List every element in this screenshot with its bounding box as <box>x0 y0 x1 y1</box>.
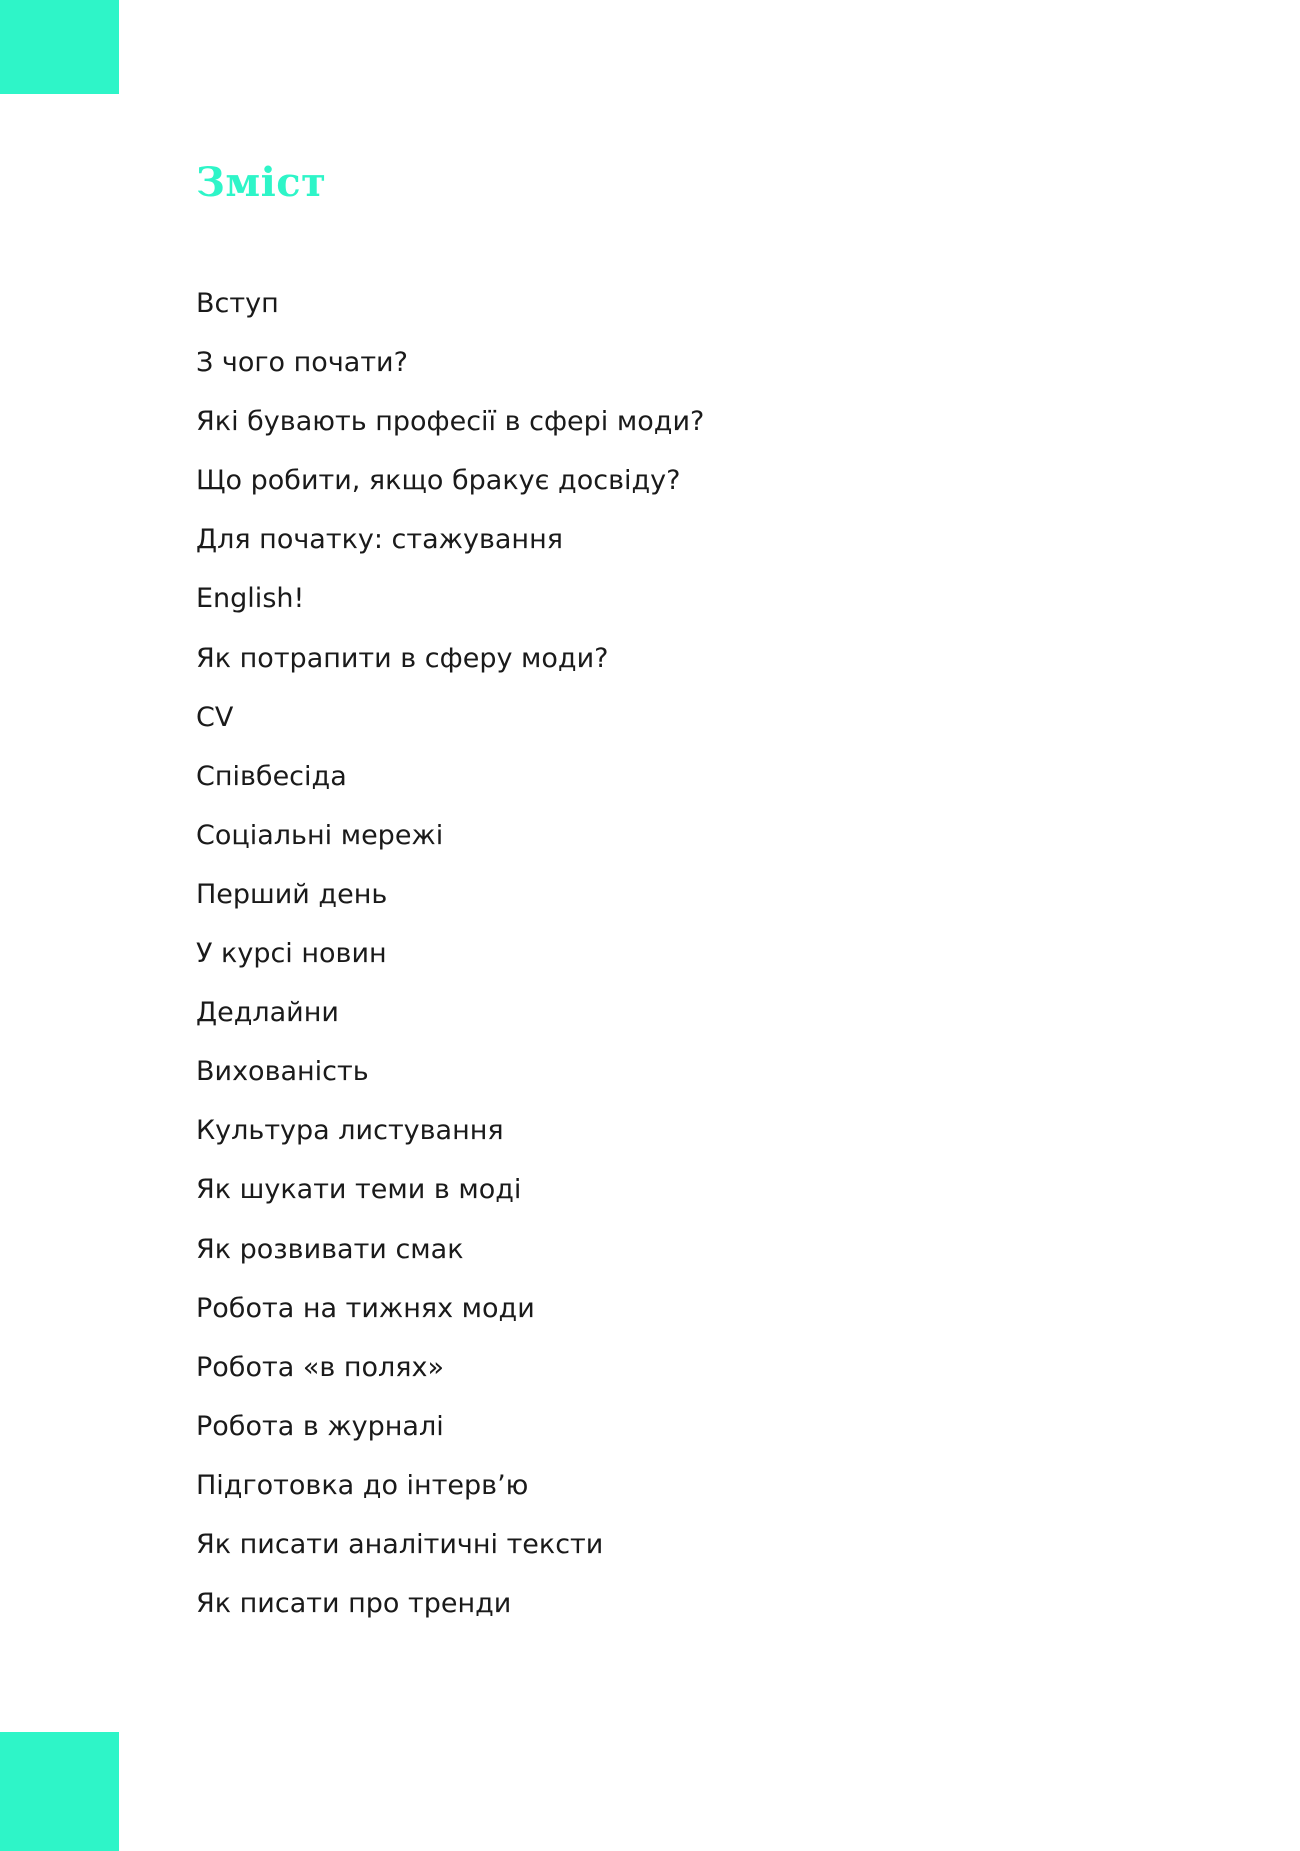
toc-item[interactable]: Соціальні мережі <box>196 819 444 851</box>
toc-item[interactable]: Перший день <box>196 878 388 910</box>
top-accent-block <box>0 0 119 94</box>
toc-item[interactable]: English! <box>196 583 305 615</box>
toc-item[interactable]: Підготовка до інтерв’ю <box>196 1469 529 1501</box>
toc-item[interactable]: Як писати аналітичні тексти <box>196 1528 604 1560</box>
toc-item[interactable]: Що робити, якщо бракує досвіду? <box>196 465 681 497</box>
table-of-contents <box>196 281 704 1640</box>
toc-item[interactable]: Як писати про тренди <box>196 1588 512 1620</box>
toc-item[interactable]: Робота на тижнях моди <box>196 1292 535 1324</box>
bottom-accent-block <box>0 1732 119 1851</box>
toc-item[interactable]: Як розвивати смак <box>196 1233 464 1265</box>
toc-item[interactable]: Вихованість <box>196 1056 369 1088</box>
toc-item[interactable]: Дедлайни <box>196 997 339 1029</box>
toc-item[interactable]: У курсі новин <box>196 938 387 970</box>
toc-item[interactable]: Вступ <box>196 288 279 319</box>
toc-item[interactable]: Які бувають професії в сфері моди? <box>196 406 705 438</box>
toc-item[interactable]: Для початку: стажування <box>196 524 563 556</box>
toc-item[interactable]: Як потрапити в сферу моди? <box>196 642 609 674</box>
toc-item[interactable]: З чого почати? <box>196 347 408 379</box>
toc-item[interactable]: Культура листування <box>196 1115 504 1147</box>
toc-item[interactable]: Робота «в полях» <box>196 1351 445 1383</box>
page-title: Зміст <box>196 159 327 206</box>
toc-item[interactable]: Співбесіда <box>196 760 347 792</box>
toc-item[interactable]: Як шукати теми в моді <box>196 1174 522 1206</box>
toc-item[interactable]: Робота в журналі <box>196 1410 444 1442</box>
toc-item[interactable]: CV <box>196 701 234 733</box>
